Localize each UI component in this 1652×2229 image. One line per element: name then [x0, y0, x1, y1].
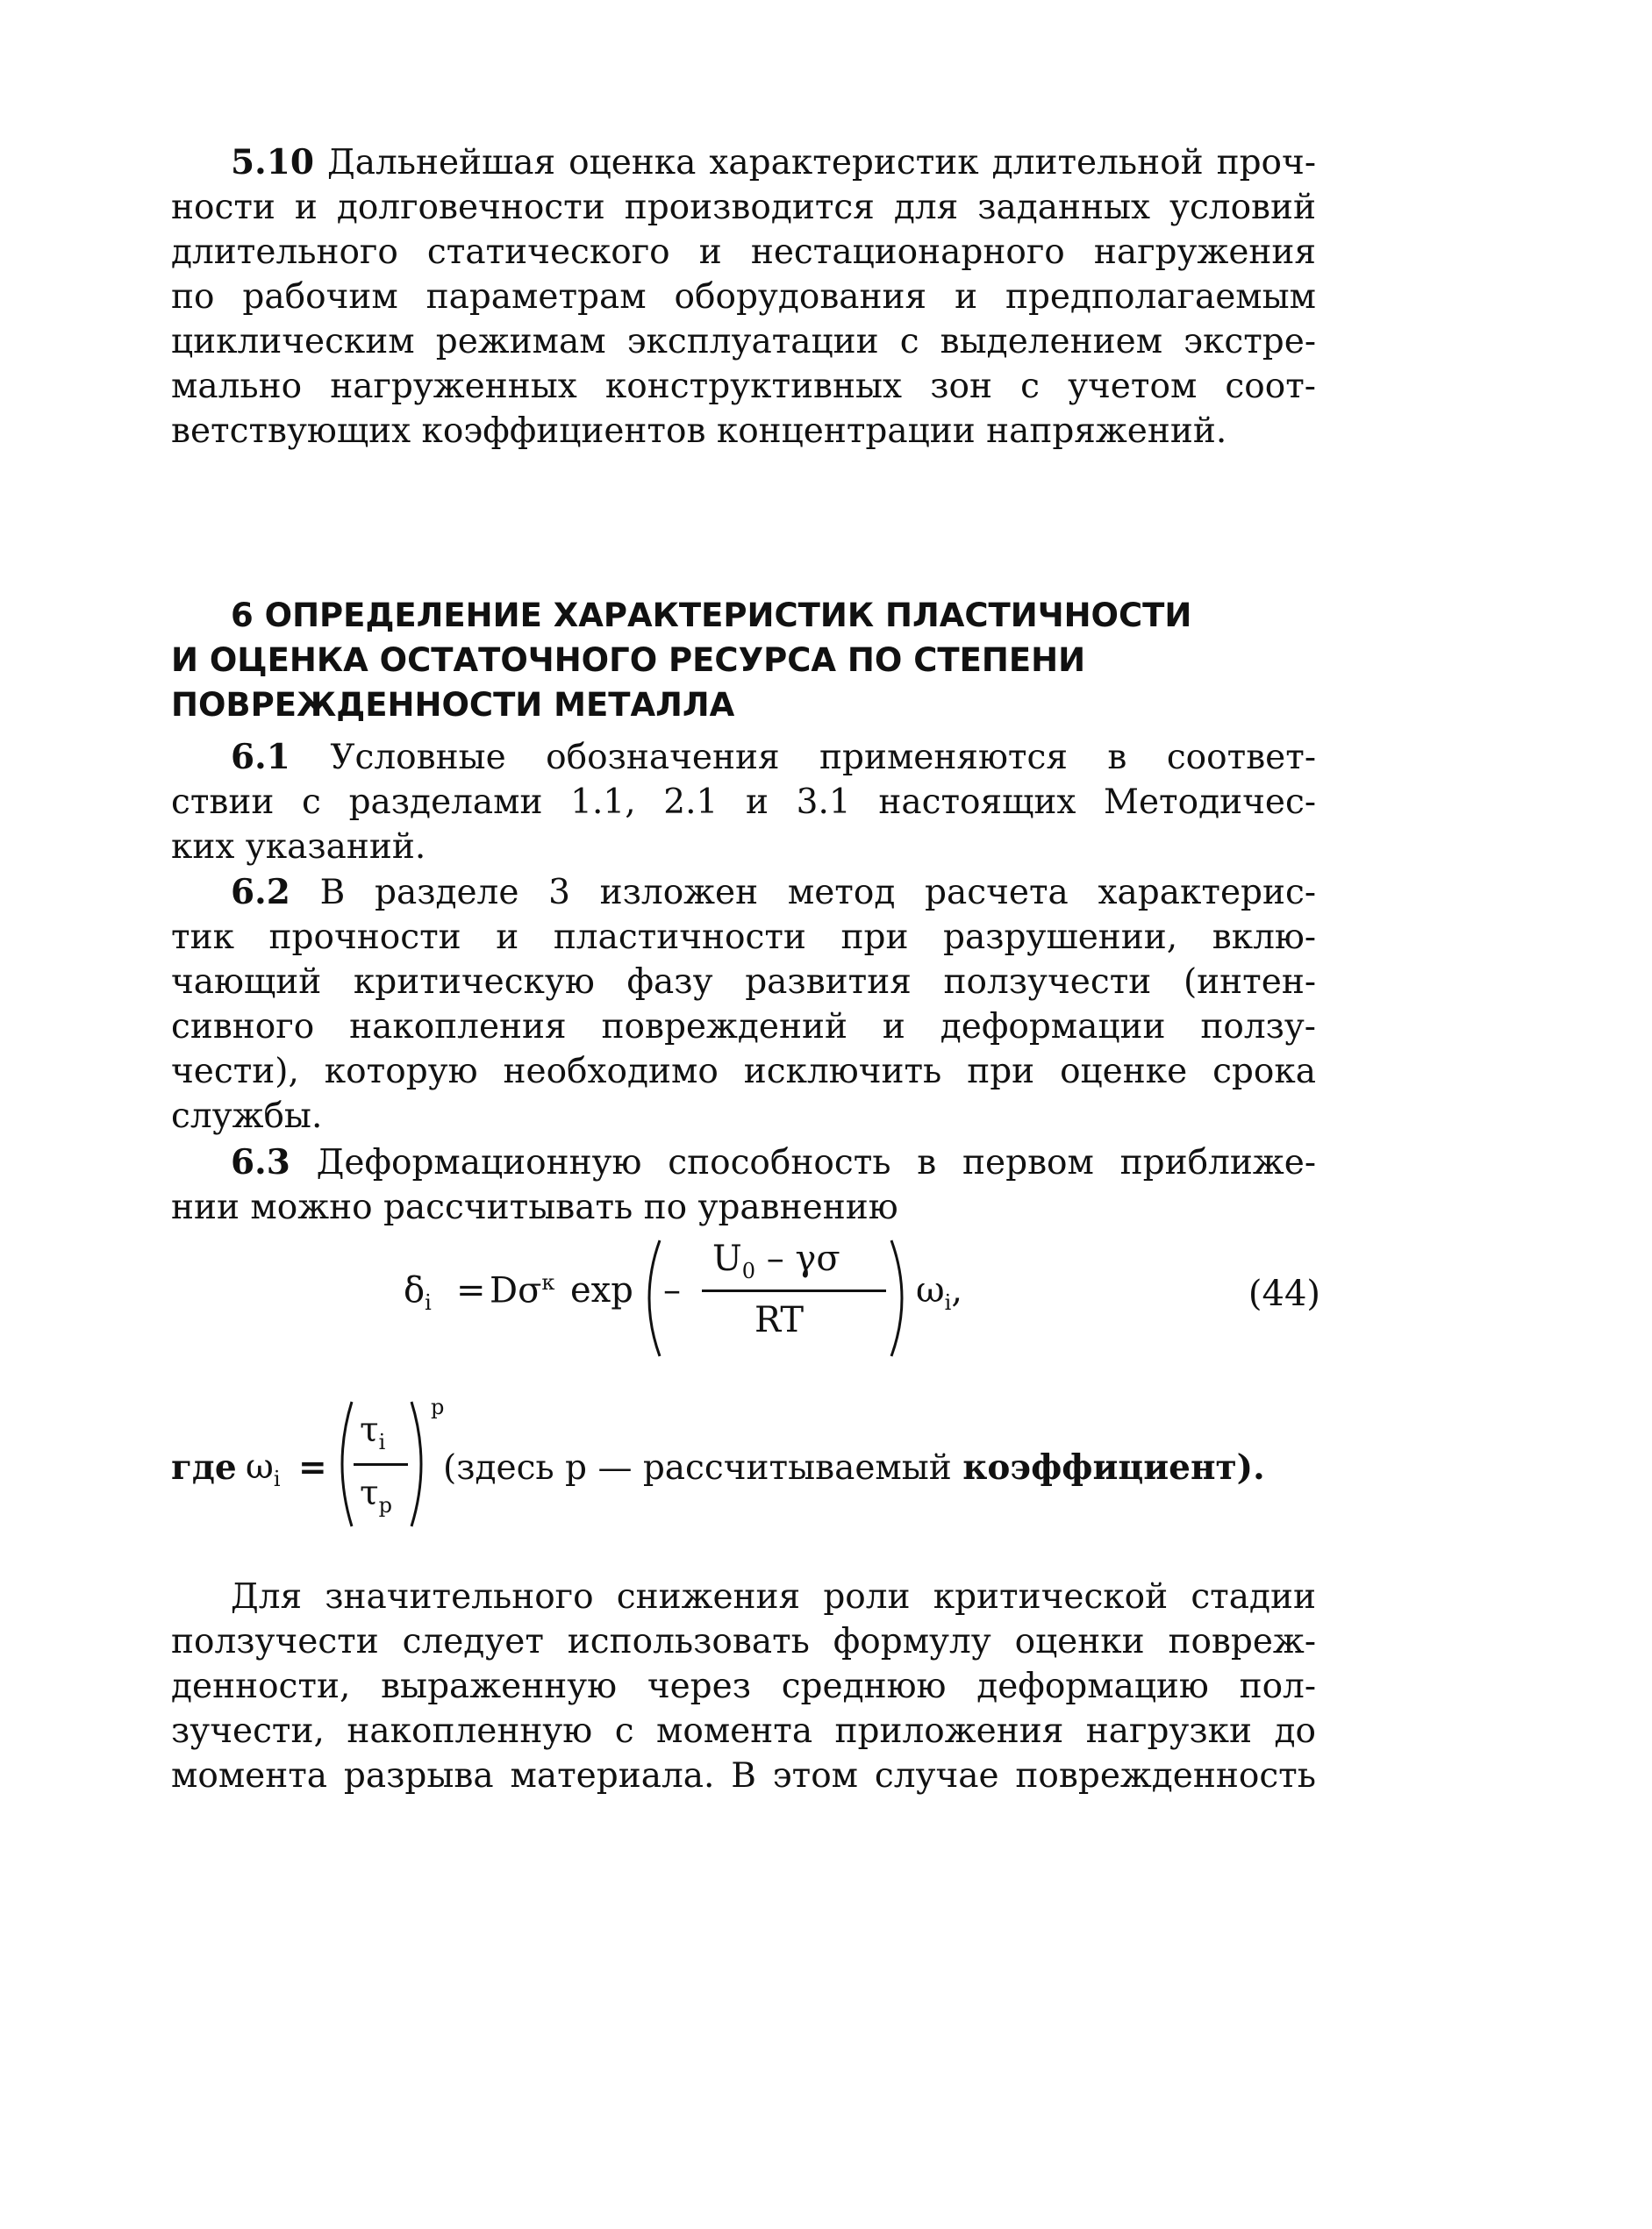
text-line: зучести, накопленную с момента приложения нагрузки до	[171, 1711, 1316, 1751]
text-line-content: Дальнейшая оценка характеристик длительной проч-	[327, 143, 1316, 182]
where-numerator: $\tau_i$	[360, 1411, 386, 1454]
text-line: ствии с разделами 1.1, 2.1 и 3.1 настоящих Методичес-	[171, 782, 1316, 822]
text-line	[171, 1140, 1316, 1185]
formula-minus: –	[663, 1270, 681, 1311]
text-line: циклическим режимам эксплуатации с выделением экстре-	[171, 322, 1316, 361]
text-line-content: Условные обозначения применяются в соответ-	[330, 738, 1316, 777]
formula-equals: =	[456, 1270, 486, 1311]
clause-number: 6.1	[231, 737, 290, 777]
text-line: ветствующих коэффициентов концентрации напряжений.	[171, 411, 1227, 451]
text-line-content: В разделе 3 изложен метод расчета характерис-	[319, 873, 1317, 912]
fraction-bar	[354, 1463, 408, 1466]
text-line: мально нагруженных конструктивных зон с учетом соот-	[171, 367, 1316, 406]
text-line	[171, 870, 1316, 915]
left-parenthesis-icon	[327, 1398, 357, 1530]
formula-omega: $\omega_i$,	[916, 1270, 963, 1315]
text-line: длительного статического и нестационарного нагружения	[171, 232, 1316, 272]
text-line: чающий критическую фазу развития ползучести (интен-	[171, 962, 1316, 1002]
clause-number: 5.10	[231, 142, 314, 182]
text-line: ких указаний.	[171, 827, 426, 867]
clause-number: 6.3	[231, 1142, 290, 1182]
where-clause	[171, 1395, 1320, 1553]
text-line-content: Деформационную способность в первом приближе-	[316, 1143, 1316, 1182]
paragraph-6-2	[171, 870, 1316, 1139]
where-prefix: где	[171, 1447, 237, 1488]
text-line: службы.	[171, 1097, 323, 1136]
formula-denominator: RT	[754, 1300, 805, 1340]
where-omega: $\omega_i$	[246, 1447, 281, 1491]
text-line: нии можно рассчитывать по уравнению	[171, 1188, 898, 1227]
text-line: тик прочности и пластичности при разрушении, вклю-	[171, 918, 1316, 957]
text-line: ползучести следует использовать формулу оценки повреж-	[171, 1622, 1316, 1661]
text-line: Для значительного снижения роли критической стадии	[231, 1577, 1316, 1617]
paragraph-6-1	[171, 735, 1316, 869]
text-line: ности и долговечности производится для заданных условий	[171, 188, 1316, 227]
paragraph-final	[171, 1575, 1316, 1798]
equation-number: (44)	[1248, 1274, 1320, 1314]
paragraph-6-3	[171, 1140, 1316, 1230]
heading-line: И ОЦЕНКА ОСТАТОЧНОГО РЕСУРСА ПО СТЕПЕНИ	[171, 641, 1086, 679]
text-line: сивного накопления повреждений и деформации ползу-	[171, 1007, 1316, 1047]
formula-exp: exp	[570, 1270, 633, 1311]
fraction-bar	[702, 1290, 886, 1292]
text-line: чести), которую необходимо исключить при оценке срока	[171, 1052, 1316, 1091]
where-note: (здесь р — рассчитываемый коэффициент).	[443, 1447, 1265, 1488]
where-denominator: $\tau_p$	[360, 1474, 392, 1518]
where-power: p	[431, 1395, 445, 1419]
heading-line: ПОВРЕЖДЕННОСТИ МЕТАЛЛА	[171, 686, 735, 724]
section-heading	[171, 593, 1316, 727]
text-line: по рабочим параметрам оборудования и предполагаемым	[171, 277, 1316, 317]
formula-coefficient: $D\sigma^к$	[490, 1270, 555, 1311]
text-line: денности, выраженную через среднюю деформацию пол-	[171, 1667, 1316, 1706]
paragraph-5-10	[171, 140, 1316, 454]
text-line	[171, 140, 1316, 185]
text-line	[171, 735, 1316, 780]
formula-44	[386, 1228, 1320, 1368]
formula-numerator: $U_0$ – γσ	[712, 1239, 840, 1283]
where-equals: =	[298, 1447, 327, 1488]
clause-number: 6.2	[231, 872, 290, 912]
heading-line: 6 ОПРЕДЕЛЕНИЕ ХАРАКТЕРИСТИК ПЛАСТИЧНОСТИ	[231, 597, 1192, 634]
text-line: момента разрыва материала. В этом случае поврежденность	[171, 1756, 1316, 1796]
left-parenthesis-icon	[633, 1237, 665, 1360]
right-parenthesis-icon	[886, 1237, 918, 1360]
formula-lhs: $\delta_i$	[404, 1270, 432, 1315]
